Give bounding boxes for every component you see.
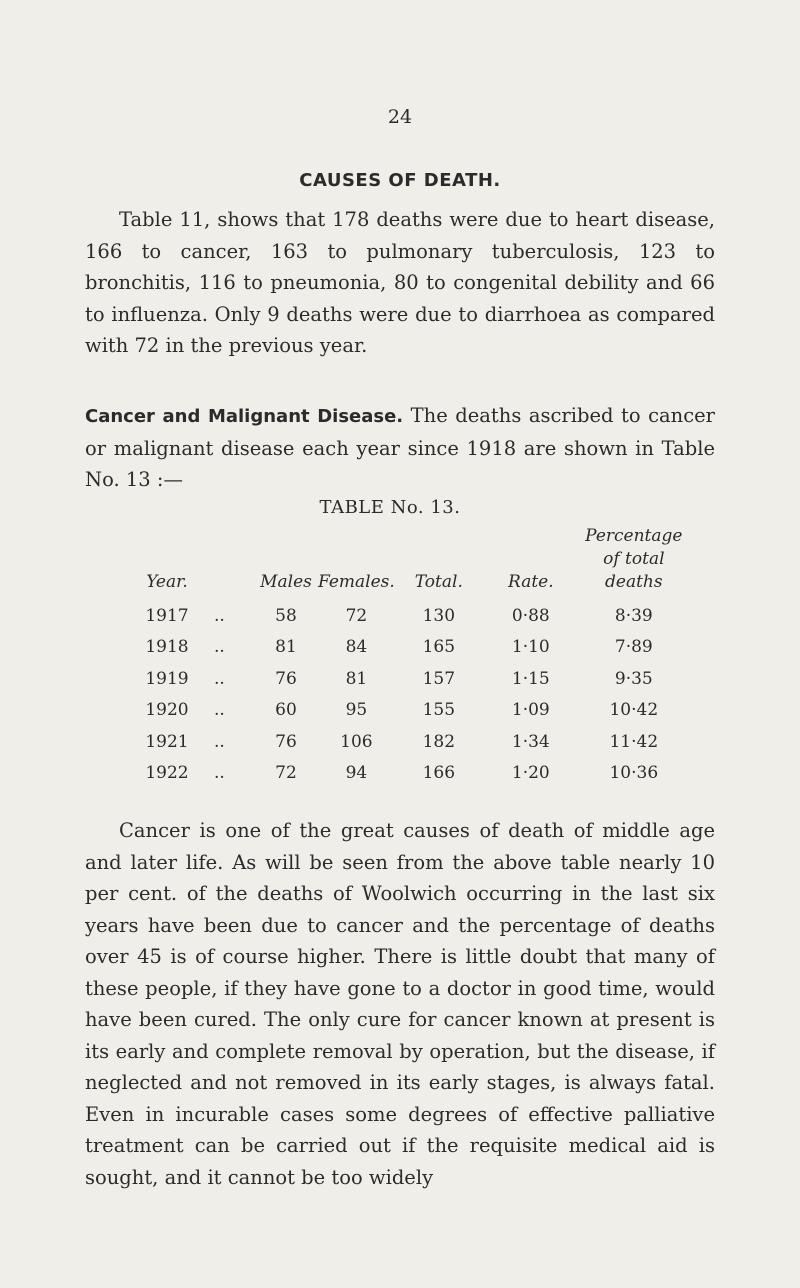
table-row bbox=[120, 726, 689, 758]
cell-percentage: 9·35 bbox=[614, 668, 653, 689]
cell-year: 1922 bbox=[145, 763, 189, 784]
table-row bbox=[120, 695, 689, 727]
cancer-paragraph bbox=[85, 400, 715, 496]
header-males: Males bbox=[260, 572, 312, 592]
table-header-row bbox=[120, 525, 689, 600]
cell-females: 94 bbox=[345, 763, 368, 784]
header-percentage-line2: of total bbox=[603, 549, 665, 569]
cancer-heading: Cancer and Malignant Disease. bbox=[85, 406, 404, 427]
cell-total: 130 bbox=[422, 605, 456, 626]
cell-year: 1918 bbox=[145, 637, 189, 658]
cell-year: 1917 bbox=[145, 605, 189, 626]
header-females: Females. bbox=[318, 572, 395, 592]
cell-males: 76 bbox=[275, 668, 297, 689]
cell-total: 166 bbox=[422, 763, 456, 784]
cell-year: 1921 bbox=[145, 731, 189, 752]
cell-percentage: 10·42 bbox=[609, 700, 659, 721]
cell-leader: .. bbox=[214, 763, 225, 784]
cell-males: 81 bbox=[275, 637, 297, 658]
cell-females: 106 bbox=[340, 731, 373, 752]
cell-percentage: 11·42 bbox=[609, 731, 659, 752]
cell-year: 1920 bbox=[145, 700, 189, 721]
header-total: Total. bbox=[414, 572, 463, 592]
cell-males: 76 bbox=[275, 731, 297, 752]
table-row bbox=[120, 632, 689, 664]
cell-percentage: 10·36 bbox=[609, 763, 659, 784]
cell-males: 72 bbox=[275, 763, 297, 784]
cancer-paragraph-text: The deaths ascribed to cancer or malignant disease each year since 1918 are shown in Table No. 13 :— bbox=[85, 404, 715, 491]
header-rate: Rate. bbox=[508, 572, 554, 592]
cell-percentage: 7·89 bbox=[614, 637, 653, 658]
page-number: 24 bbox=[387, 106, 413, 128]
cell-leader: .. bbox=[214, 731, 225, 752]
header-percentage-line1: Percentage bbox=[585, 526, 683, 546]
cell-females: 95 bbox=[345, 700, 368, 721]
header-percentage bbox=[579, 525, 689, 600]
cell-females: 72 bbox=[345, 605, 368, 626]
header-percentage-line3: deaths bbox=[605, 572, 663, 592]
cell-females: 84 bbox=[345, 637, 368, 658]
cell-percentage: 8·39 bbox=[614, 605, 653, 626]
cell-rate: 0·88 bbox=[511, 605, 550, 626]
cell-leader: .. bbox=[214, 668, 225, 689]
header-spacer bbox=[214, 525, 254, 600]
cell-leader: .. bbox=[214, 605, 225, 626]
cell-total: 182 bbox=[422, 731, 456, 752]
cell-total: 155 bbox=[422, 700, 456, 721]
cell-rate: 1·10 bbox=[511, 637, 550, 658]
section-title: CAUSES OF DEATH. bbox=[299, 170, 501, 191]
cell-leader: .. bbox=[214, 700, 225, 721]
table-row bbox=[120, 600, 689, 632]
table-row bbox=[120, 758, 689, 790]
cell-males: 60 bbox=[275, 700, 297, 721]
table-title: TABLE No. 13. bbox=[319, 497, 461, 518]
cell-total: 157 bbox=[422, 668, 456, 689]
cell-rate: 1·34 bbox=[511, 731, 550, 752]
cell-rate: 1·20 bbox=[511, 763, 550, 784]
cell-year: 1919 bbox=[145, 668, 189, 689]
cell-rate: 1·09 bbox=[511, 700, 550, 721]
cell-total: 165 bbox=[422, 637, 456, 658]
cell-rate: 1·15 bbox=[511, 668, 550, 689]
cancer-deaths-table bbox=[120, 525, 689, 789]
cell-females: 81 bbox=[345, 668, 368, 689]
cell-leader: .. bbox=[214, 637, 225, 658]
header-year: Year. bbox=[146, 572, 188, 592]
cell-males: 58 bbox=[275, 605, 297, 626]
intro-paragraph: Table 11, shows that 178 deaths were due to heart disease, 166 to cancer, 163 to pulmonary tuberculosis, 123 to bronchitis, 116 to pneumonia, 80 to congenital debility and 66 to influenza. Only 9 deaths were due to diarrhoea as compared with 72 in the previous year. bbox=[85, 208, 715, 357]
cancer-discussion-paragraph: Cancer is one of the great causes of death of middle age and later life. As will be seen from the above table nearly 10 per cent. of the deaths of Woolwich occurring in the last six years have been due to cancer and the percentage of deaths over 45 is of course higher. There is little doubt that many of these people, if they have gone to a doctor in good time, would have been cured. The only cure for cancer known at present is its early and complete removal by operation, but the disease, if neglected and not removed in its early stages, is always fatal. Even in incurable cases some degrees of effective palliative treatment can be carried out if the requisite medical aid is sought, and it cannot be too widely bbox=[85, 819, 715, 1189]
table-row bbox=[120, 663, 689, 695]
